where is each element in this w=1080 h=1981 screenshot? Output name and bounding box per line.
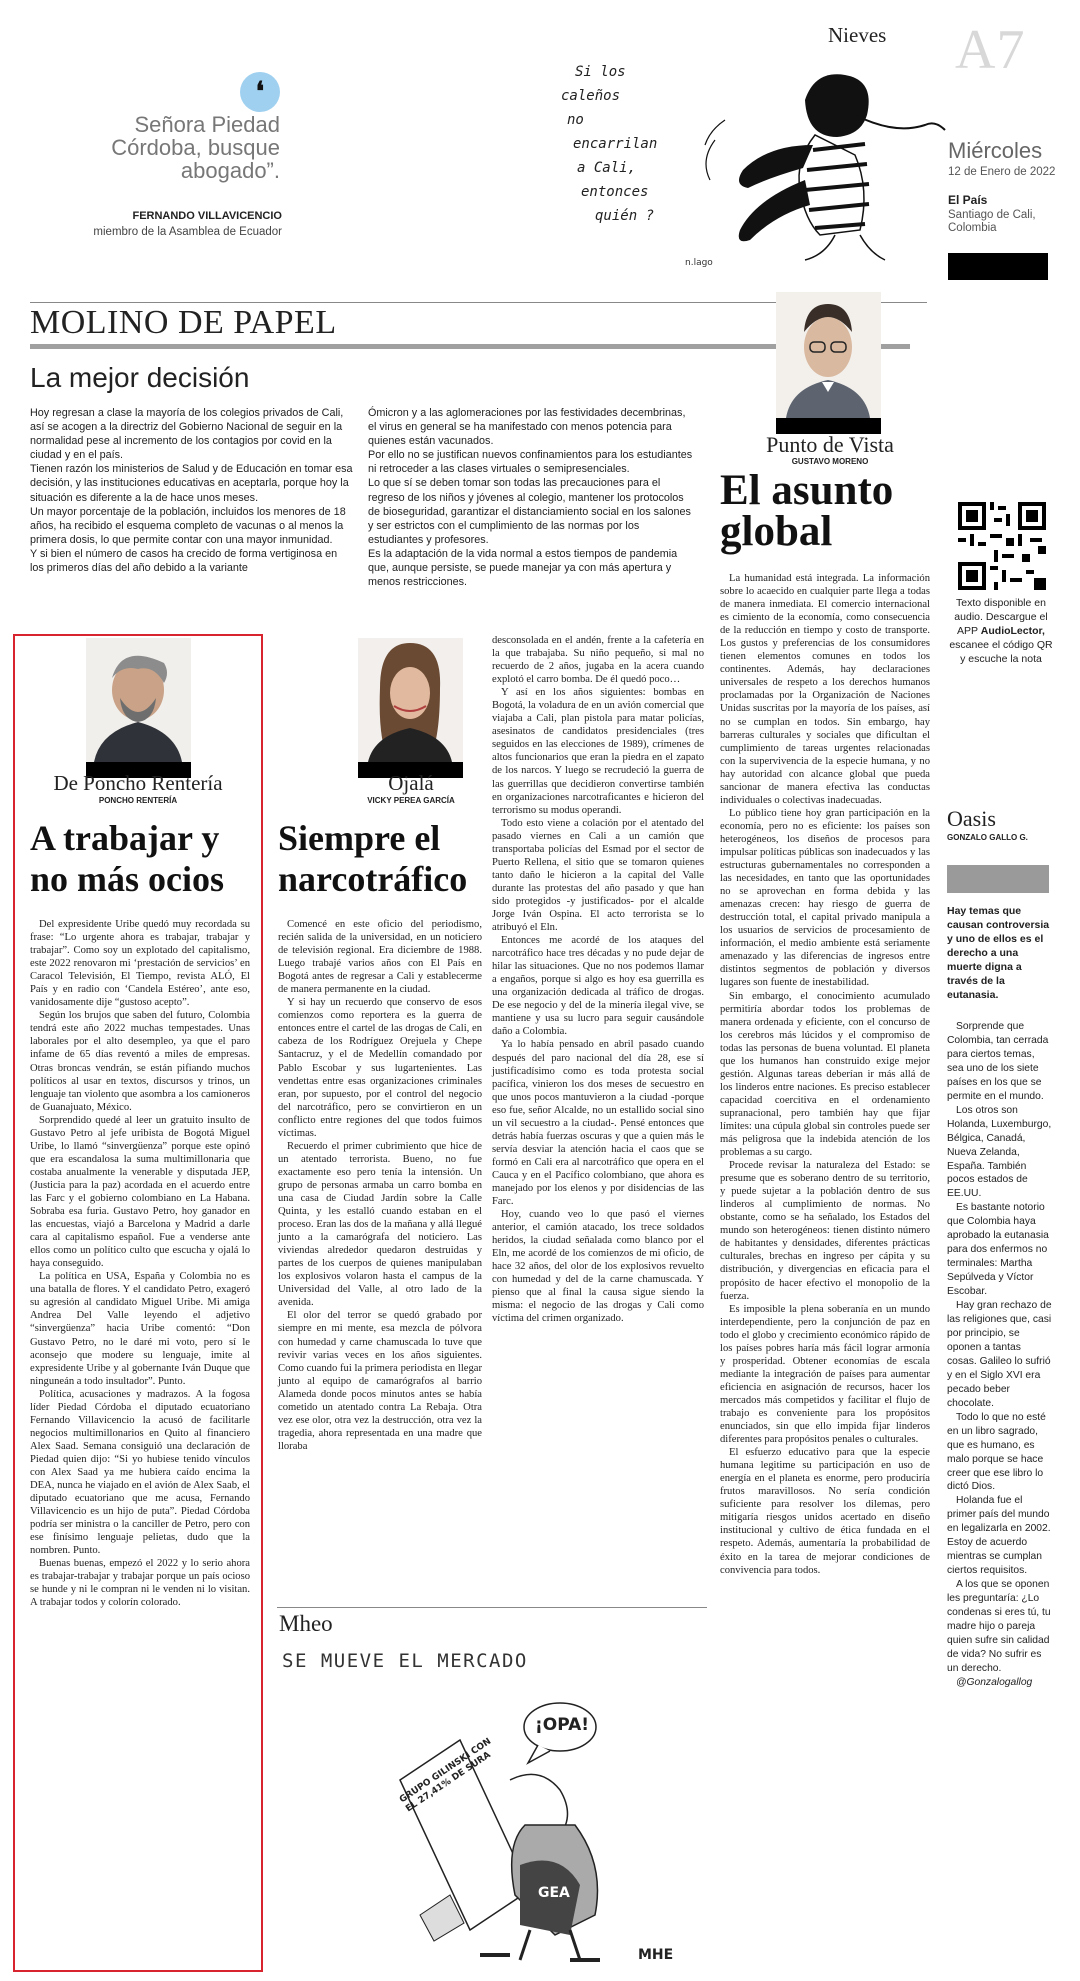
portrait-drawing [358, 638, 463, 762]
punto-body: La humanidad está integrada. La información sobre lo acaecido en cualquier parte llega a todas de manera inmediata. El comercio internacional es cimiento de la economía, como consecuencia de la reducción en tiempo y costo de transporte. Los gustos y preferencias de los consumidores tienen elementos comunes en todos los continentes. Además, hay declaraciones universales de respeto a los derechos humanos proclamadas por la Organización de Naciones Unidas suscritas por la mayoría de los países, así no se cumplan en todos. Sin embargo, hay barreras culturales y sociales que dificultan el cumplimiento de tareas urgentes relacionadas con la supervivencia de la especie humana, y no hay autoridad con alcance global que pueda sancionar de manera efectiva las conductas individuales o colectivas inadecuadas. Lo público tiene hoy gran participación en la economía, pero no es eficiente: los países son heterogéneos, los diseños de procesos para impulsar políticas públicas son inadecuados y las estructuras gubernamentales no corresponden a las necesidades, en tanto que las oportunidades no se aprovechan en forma debida y las amenazas crecen: hay riesgo de guerra de destrucción total, el capital privado manipula a los usuarios de servicios de procesamiento de información, el medio ambiente está seriamente amenazado y las diferencias de ingresos entre distintos segmentos de población y diversos lugares son fuente de inestabilidad. Sin embargo, el conocimiento acumulado permitiría abordar todos los problemas de manera ordenada y eficiente, con el concurso de los cerebros más lúcidos y el compromiso de todas las personas de buena voluntad. El planeta que los humanos han construido exige mejor gestión. Algunas tareas deberían ir más allá de los linderos entre naciones. Es preciso establecer capacidad coercitiva en el ordenamiento supranacional, pero también hay que fijar límites: una cúpula global sin controles puede ser más peligrosa que la indebida atención de los problemas a su cargo. Procede revisar la naturaleza del Estado: se presume que es soberano dentro de su territorio, y puede sujetar a la población dentro de sus linderos al cumplimiento de normas. No obstante, como se ha señalado, los Estados del mundo son heterogéneos: tienen distinto número de habitantes y densidades, diferentes prácticas culturales, brechas en ingreso per cápita y su distribución, y divergencias en eficacia para el propósito de hacer efectivo el monopolio de la fuerza. Es imposible la plena soberanía en un mundo interdependiente, pero la conjunción de paz en todo el globo y crecimiento económico rápido de los países pobres haría más fácil lograr armonía y prosperidad. Obtener economías de escala mediante la integración de países para aumentar eficiencia en asignación de recursos, hacer los mercados más competidos y facilitar el flujo de trabajo es conveniente para los propósitos enunciados, sin que ello impida fijar linderos diferentes para propósitos penales o culturales. El esfuerzo educativo para que la especie humana legitime su participación en uso de energía en el planeta es enorme, pero produciría frutos maravillosos. No sería condición suficiente para resolver los dilemas, pero mitigaría riesgos unidos acertado en diseño institucional y cultivo de ética fundada en el respeto. Además, aumentaría la probabilidad de éxito en la tarea de mejorar condiciones de convivencia para todos. [720, 573, 930, 1576]
mheo-bag-text: GEA [538, 1885, 570, 1901]
qr-code-icon [958, 502, 1046, 590]
editorial-col-2: Ómicron y a las aglomeraciones por las festividades decembrinas, el virus en general se ha manifestado con menos potencia para quienes están vacunados. Por ello no se justifican nuevos confinamientos para los estudiantes ni retroceder a las clases virtuales o semipresenciales. Lo que sí se deben tomar son todas las precauciones para el regreso de los niños y jóvenes al colegio, mantener los protocolos de bioseguridad, garantizar el distanciamiento social en los salones y ser estrictos con el cumplimiento de las normas por los estudiantes y profesores. Es la adaptación de la vida normal a estos tiempos de pandemia que, aunque persiste, se puede manejar ya con más apertura y menos restricciones. [368, 407, 693, 589]
portrait-drawing [86, 638, 191, 762]
date: 12 de Enero de 2022 [948, 166, 1056, 178]
oasis-body: Sorprende que Colombia, tan cerrada para ciertos temas, sea uno de los siete países en los que se permite en el mundo. Los otros son Holanda, Luxemburgo, Bélgica, Canadá, Nueva Zelanda, España. También pocos estados de EE.UU. Es bastante notorio que Colombia haya aprobado la eutanasia para dos enfermos no terminales: Martha Sepúlveda y Víctor Escobar. Hay gran rechazo de las religiones que, casi por principio, se oponen a tantas cosas. Galileo lo sufrió y en el Siglo XVI era pecado beber chocolate. Todo lo que no esté en un libro sagrado, que es humano, es malo porque se hace creer que ese libro lo dictó Dios. Holanda fue el primer país del mundo en legalizarla en 2002. Estoy de acuerdo mientras se cumplan ciertos requisitos. A los que se oponen les preguntaría: ¿Lo condenas si eres tú, tu madre hijo o pareja quien sufre sin calidad de vida? No sufrir es un derecho. @Gonzalogallog [947, 1021, 1052, 1688]
author-photo-poncho [86, 638, 191, 778]
editorial-headline: La mejor decisión [30, 362, 250, 393]
renteria-headline: A trabajar y no más ocios [30, 818, 225, 899]
qr-caption: Texto disponible en audio. Descargue el APP AudioLector, escanee el código QR y escuche la nota [949, 597, 1053, 665]
page-number: A7 [955, 19, 1026, 81]
portrait-drawing [776, 292, 881, 418]
renteria-author: PONCHO RENTERÍA [98, 796, 178, 805]
oasis-grey-bar [947, 865, 1049, 893]
city: Santiago de Cali, Colombia [948, 209, 1036, 234]
mheo-signature: MHE [638, 1947, 674, 1963]
paper-name: El País [948, 193, 988, 207]
oasis-author: GONZALO GALLO G. [947, 833, 1028, 842]
cartoon-handwritten-text: Si los caleños no encarrilan a Cali, entonces quién ? [561, 64, 658, 224]
oasis-lead: Hay temas que causan controversia y uno de ellos es el derecho a una muerte digna a través de la eutanasia. [947, 905, 1050, 1001]
quote-author: FERNANDO VILLAVICENCIO [132, 210, 282, 222]
quote-role: miembro de la Asamblea de Ecuador [93, 226, 282, 238]
mheo-caption: SE MUEVE EL MERCADO [282, 1650, 528, 1672]
quote-text: Señora Piedad Córdoba, busque abogado”. [111, 112, 280, 183]
mheo-bubble-text: ¡OPA! [535, 1715, 590, 1735]
renteria-column-title: De Poncho Rentería [53, 771, 223, 795]
punto-column-title: Punto de Vista [766, 432, 894, 457]
nieves-figure-drawing [695, 60, 955, 275]
oasis-column-title: Oasis [947, 806, 996, 831]
black-bar [948, 253, 1048, 280]
nieves-cartoon [555, 60, 930, 280]
author-photo-gustavo [776, 292, 881, 434]
section-title: MOLINO DE PAPEL [30, 304, 337, 341]
author-photo-vicky [358, 638, 463, 778]
mheo-cartoon [280, 1685, 705, 1970]
quote-mark-icon: ❛ [240, 72, 280, 112]
mheo-paper-text: GRUPO GILINSKI CON EL 27,41% DE SURA [398, 1736, 494, 1815]
ojala-col-2: desconsolada en el andén, frente a la cafetería en la que trabajaba. Su niño pequeño, si mal no recuerdo de 2 años, jugaba en la acera cuando explotó el carro bomba. De él quedó poco… Y así en los años siguientes: bombas en Bogotá, la voladura de en un avión comercial que viajaba a Cali, plan pistola para matar policías, asesinatos de candidatos presidenciales (tres seguidos en las elecciones de 1989), crímenes de altos funcionarios que eran la piedra en el zapato de los narcos. Y luego se recrudeció la guerra de las guerrillas que decidieron convertirse también en organizaciones narcotraficantes e hicieron del terrorismo su modus operandi. Todo esto viene a colación por el atentado del pasado viernes en Cali a un camión que transportaba policías del Esmad por el sector de Puerto Rellena, el sitio que se tomaron quienes tanto daño le hicieron a la capital del Valle durante las protestas del año pasado y que han sido protegidos -y justificados- por el alcalde Jorge Iván Ospina. El acto terrorista se lo atribuyó el Eln. Entonces me acordé de los ataques del narcotráfico hace tres décadas y no pude dejar de hilar las situaciones. Que no nos podemos llamar a engaños, porque si algo es hoy esa guerrilla es una organización dedicada al tráfico de drogas. De ese negocio y del de la minería ilegal vive, se mantiene y usa su lucro para seguir causándole daño a Colombia. Ya lo había pensado en abril pasado cuando después del paro nacional del día 28, ese sí justificadísimo como es toda protesta social pacífica, vinieron los dos meses de secuestro en que unos pocos mantuvieron a la ciudad -porque eso fue, señor Alcalde, no un estallido social sino un vil secuestro a la ciudad-. Pensé entonces que detrás había fuerzas oscuras y que a quien más le servía desviar la atención hacia el caos que se formó en Cali era al narcotráfico que opera en el Cauca y en el Pacífico colombiano, que ahora es manejado por los elenos y por disidencias de las Farc. Hoy, cuando veo lo que pasó el viernes anterior, el camión atacado, los trece soldados heridos, la ciudad señalada como blanco por el Eln, me acordé de los comienzos de mi oficio, de hace 32 años, del olor de los explosivos revuelto con humedad y del de la carne chamuscada. Y pienso que al final la causa sigue siendo la misma: el negocio de las drogas y Cali como víctima del crimen organizado. [492, 635, 704, 1325]
mheo-cartoon-drawing [280, 1685, 705, 1970]
punto-headline: El asunto global [720, 467, 894, 555]
ojala-col-1: Comencé en este oficio del periodismo, recién salida de la universidad, en un noticiero de televisión regional. Era diciembre de 1988. Luego trabajé varios años con El País en Bogotá antes de regresar a Cali y establecerme de manera permanente en la ciudad. Y si hay un recuerdo que conservo de esos comienzos como reportera es la guerra de entonces entre el cartel de las drogas de Cali, en cabeza de los Rodríguez Orejuela y Chepe Santacruz, y el de Medellín comandado por Pablo Escobar y sus lugartenientes. Las vendettas entre esas organizaciones criminales eran, por supuesto, por el control del negocio del narcotráfico, pero se convirtieron en un conflicto entre regiones del que todos fuimos víctimas. Recuerdo el primer cubrimiento que hice de un atentado terrorista. Bueno, no fue exactamente eso pero tenía la intensión. Un grupo de personas armaba un carro bomba en una casa de Ciudad Jardín sobre la Calle Quinta, y les estalló cuando estaban en el proceso. Eran las dos de la mañana y allá llegué junto a la camarógrafa del noticiero. Las viviendas alrededor quedaron destruidas y partes de los cuerpos de quienes manipulaban los explosivos volaron hasta el campus de la Universidad del Valle, al otro lado de la avenida. El olor del terror se quedó grabado por siempre en mi mente, esa mezcla de pólvora con humedad y carne chamuscada lo tuve que revivir varias veces en los años siguientes. Como cuando fui la primera periodista en llegar junto al equipo de camarógrafos al barrio Alameda donde pocos minutos antes se había cometido un atentado contra La Rebaja. Otra vez ese olor, otra vez la destrucción, otra vez la tragedia, ahora representada en una madre que lloraba [278, 919, 482, 1452]
cartoon-signature: n.lago [685, 258, 713, 268]
qr-code[interactable] [958, 502, 1046, 590]
mheo-title: Mheo [279, 1611, 333, 1636]
editorial-col-1: Hoy regresan a clase la mayoría de los colegios privados de Cali, así se acogen a la directriz del Gobierno Nacional de seguir en la normalidad pese al incremento de los contagios por covid en la ciudad y en el país. Tienen razón los ministerios de Salud y de Educación en tomar esa decisión, y las instituciones educativas en aceptarla, porque hoy la situación es diferente a la de hace unos meses. Un mayor porcentaje de la población, incluidos los menores de 18 años, ha recibido el esquema completo de vacunas o al menos la primera dosis, lo que permite contar con una mayor inmunidad. Y si bien el número de casos ha crecido de forma vertiginosa en los primeros días del año debido a la variante [30, 407, 353, 575]
ojala-headline: Siempre el narcotráfico [278, 818, 468, 899]
renteria-body: Del expresidente Uribe quedó muy recordada su frase: “Lo urgente ahora es trabajar, trabajar y trabajar”. Como soy un explotado del capitalismo, este 2022 renovaron mi ‘prestación de servicios’ en Caracol Televisión, El Tiempo, revista ALÓ, El País y en radio con ‘Candela Estéreo’, ante eso, vanidosamente dije “gustoso acepto”. Según los brujos que saben del futuro, Colombia tendrá este año 2022 muchas tempestades. Unas laborales por el alto desempleo, ya que el paro infame de 65 días reventó a miles de empresas. Otras broncas vendrán, se están pifiando muchos políticos al usar en textos, discursos y trinos, un lenguaje tan violento que asombra a los camioneros de Guanajuato, México. Sorprendido quedé al leer un gratuito insulto de Gustavo Petro al jefe uribista de Bogotá Miguel Uribe, lo llamó “sinvergüenza” porque este opinó que era escandalosa la suma multimillonaria que costaba anualmente la venerable y disputada JEP, (Justicia para la paz) acordada en el acuerdo entre las Farc y el gobierno colombiano en La Habana. Sobraba esa furia. Gustavo Petro, hoy ganador en las encuestas, viajó a Barcelona y Madrid a darle cara al capitalismo español. Fue a venderse ante ellos como un político culto que escucha y ojalá lo haya conseguido. La política en USA, España y Colombia no es una batalla de flores. Y el candidato Petro, exageró su agresión al candidato Miguel Uribe. Mi amiga Andrea Del Valle leyendo el adjetivo “sinvergüenza” hacia Uribe comentó: “Don Gustavo Petro, no le daré mi voto, pero sí le aconsejo que modere su lenguaje, imite al expresidente Uribe y al gobernante Iván Duque que ninguneán a todo insultador”. Punto. Política, acusaciones y madrazos. A la fogosa líder Piedad Córdoba el diputado ecuatoriano Fernando Villavicencio la acusó de facilitarle negocios multimillonarios en Quito al financiero Alex Saad. Semana consiguió una declaración de Piedad quien dijo: “Si yo hubiese tenido vínculos con Alex Saad ya me hubiera caído encima la DEA, nunca he viajado en el avión de Alex Saab, el diputado ecuatoriano que me acusa, Fernando Villavicencio es un hijo de puta”. Piedad Córdoba podría ser ministra o la canciller de Petro, pero con ese finísimo lenguaje pelietas, dudo que la nombren. Punto. Buenas buenas, empezó el 2022 y lo serio ahora es trabajar-trabajar y trabajar porque un país ocioso se hunde y ni le compran ni le venden ni lo visitan. A trabajar todos y colorín colorado. [30, 919, 250, 1609]
ojala-author: VICKY PEREA GARCÍA [367, 796, 455, 805]
ojala-column-title: Ojalá [388, 771, 434, 795]
mheo-rule [277, 1607, 707, 1608]
punto-author: GUSTAVO MORENO [791, 457, 869, 466]
weekday: Miércoles [948, 138, 1043, 163]
cartoon-title: Nieves [828, 23, 887, 47]
